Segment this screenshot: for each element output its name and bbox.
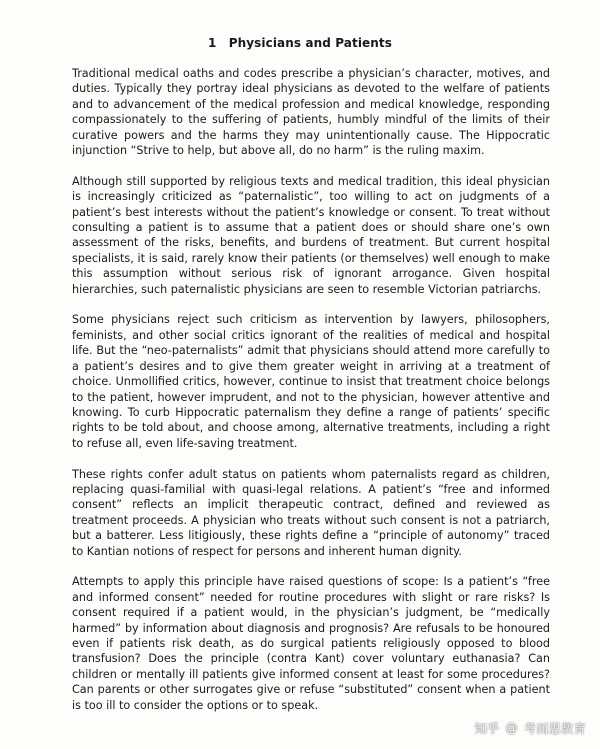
watermark-site: 知乎 <box>474 721 500 736</box>
paragraph-3: Some physicians reject such criticism as intervention by lawyers, philosophers, feminists, and other social critics ignorant of the realities of medical and hospital life. But the “neo-paternalists” admit that physicians should attend more carefully to a patient’s desires and to give them greater weight in arriving at a treatment of choice. Unmollified critics, however, continue to insist that treatment choice belongs to the patient, however imprudent, and not to the physician, however attentive and knowing. To curb Hippocratic paternalism they define a range of patients’ specific rights to be told about, and choose among, alternative treatments, including a right to refuse all, even life-saving treatment. <box>72 313 550 450</box>
watermark-account: 考而思教育 <box>523 721 586 736</box>
paragraph-4: These rights confer adult status on patients whom paternalists regard as children, replacing quasi-familial with quasi-legal relations. A patient’s “free and informed consent” reflects an implicit therapeutic contract, defined and reviewed as treatment proceeds. A physician who treats without such consent is not a patriarch, but a batterer. Less litigiously, these rights define a “principle of autonomy” traced to Kantian notions of respect for persons and inherent human dignity. <box>72 467 550 558</box>
watermark <box>474 719 586 737</box>
paragraph-1: Traditional medical oaths and codes prescribe a physician’s character, motives, and duties. Typically they portray ideal physicians as devoted to the welfare of patients and to advancement of the medical profession and medical knowledge, responding compassionately to the suffering of patients, humbly mindful of the limits of their curative powers and the harms they may unintentionally cause. The Hippocratic injunction “Strive to help, but above all, do no harm” is the ruling maxim. <box>72 67 550 158</box>
paragraph-2: Although still supported by religious texts and medical tradition, this ideal physician is increasingly criticized as “paternalistic”, too willing to act on judgments of a patient’s best interests without the patient’s knowledge or consent. To treat without consulting a patient is to assume that a patient does or should share one’s own assessment of the risks, benefits, and burdens of treatment. But current hospital specialists, it is said, rarely know their patients (or themselves) well enough to make this assumption without serious risk of ignorant arrogance. Given hospital hierarchies, such paternalistic physicians are seen to resemble Victorian patriarchs. <box>72 174 550 296</box>
section-title: Physicians and Patients <box>228 36 393 50</box>
paragraph-5: Attempts to apply this principle have raised questions of scope: Is a patient’s “free and informed consent” needed for routine procedures with slight or rare risks? Is consent required if a patient would, in the physician’s judgment, be “medically harmed” by information about diagnosis and prognosis? Are refusals to be honoured even if patients risk death, as do surgical patients religiously opposed to blood transfusion? Does the principle (contra Kant) cover voluntary euthanasia? Can children or mentally ill patients give informed consent at least for some procedures? Can parents or other surrogates give or refuse “substituted” consent when a patient is too ill to consider the options or to speak. <box>72 575 550 712</box>
section-number: 1 <box>207 36 217 50</box>
body-text <box>72 66 550 728</box>
section-heading <box>0 36 600 50</box>
watermark-separator: @ <box>505 721 518 735</box>
